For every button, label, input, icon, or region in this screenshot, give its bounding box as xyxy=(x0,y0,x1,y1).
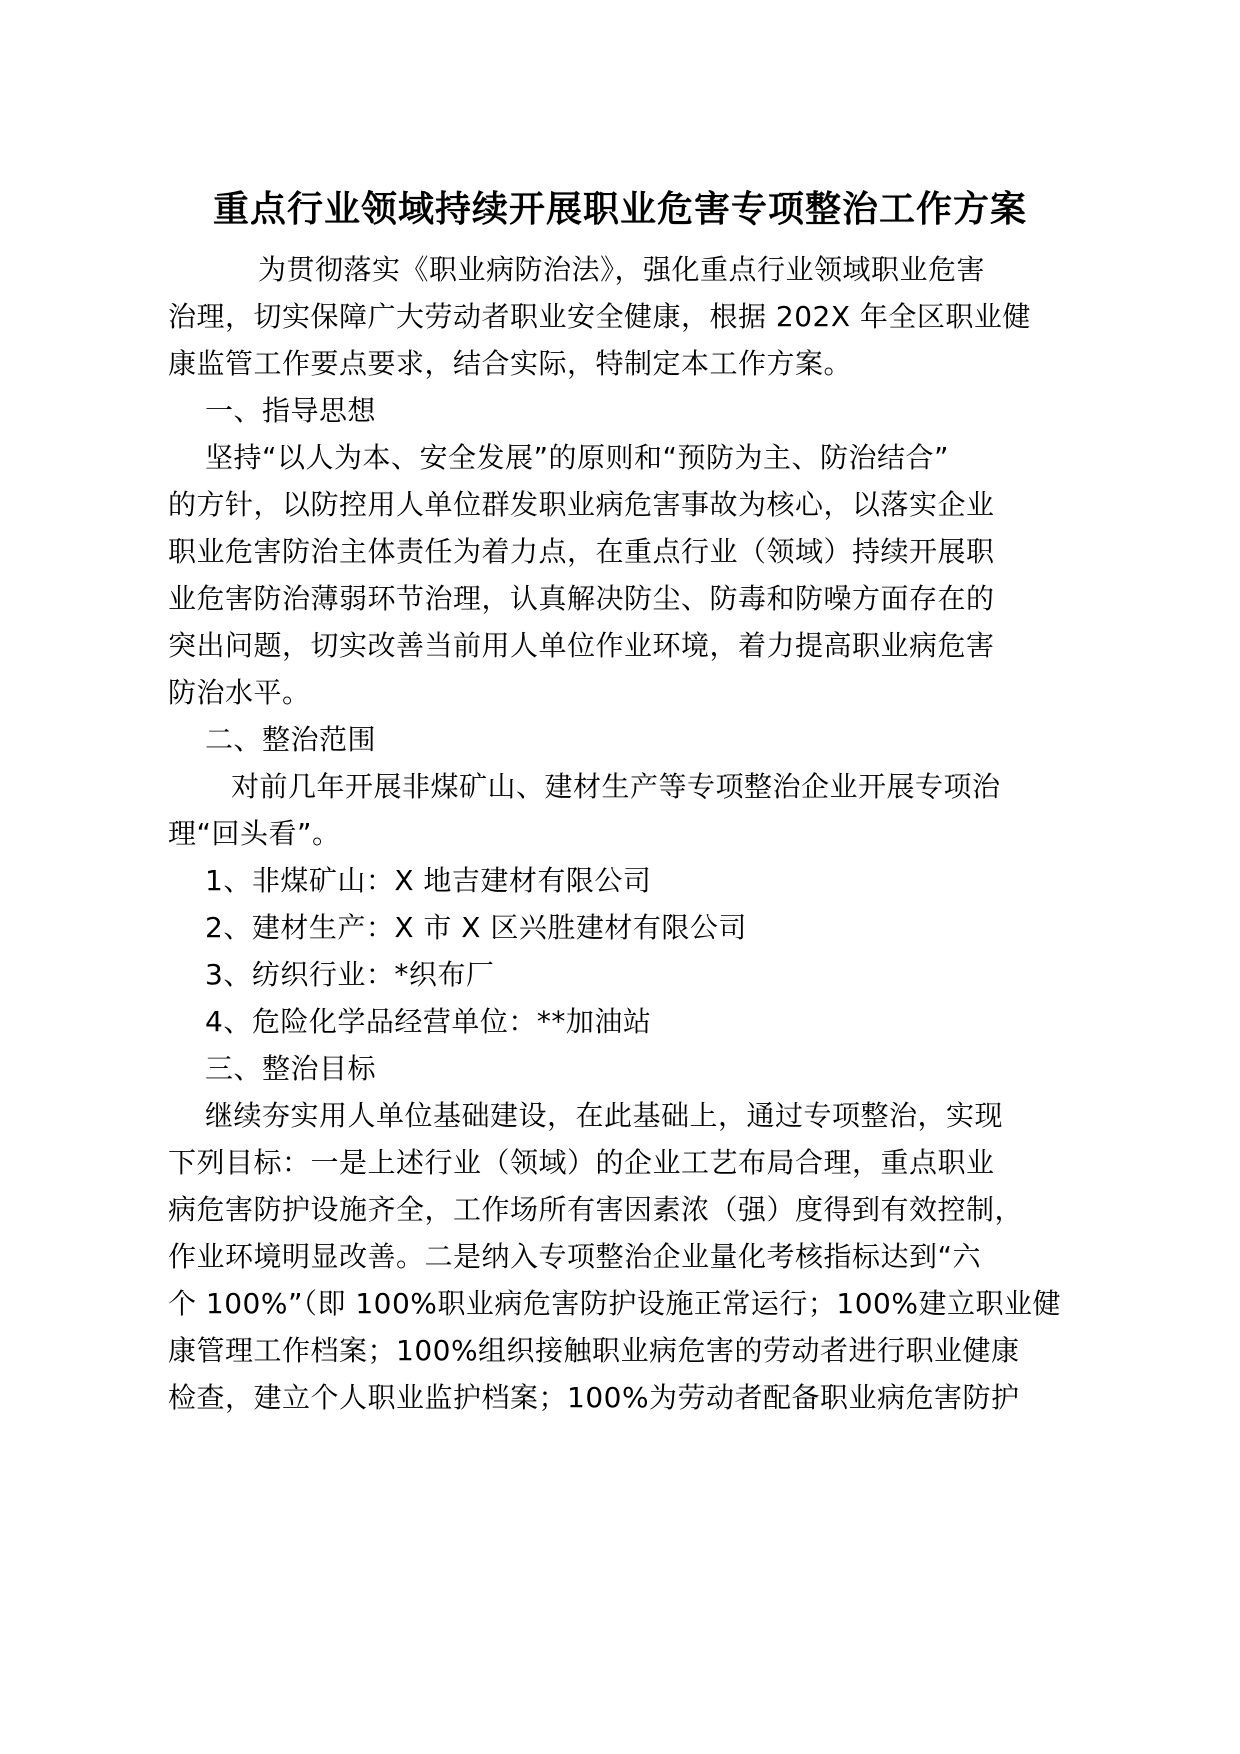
paragraph-line-6: 职业危害防治主体责任为着力点，在重点行业（领域）持续开展职 xyxy=(168,535,995,568)
paragraph-line-12: 继续夯实用人单位基础建设，在此基础上，通过专项整治，实现 xyxy=(205,1099,1004,1132)
paragraph-line-15: 作业环境明显改善。二是纳入专项整治企业量化考核指标达到“六 xyxy=(168,1240,982,1273)
section-heading-2: 二、整治范围 xyxy=(205,723,377,756)
list-item-1: 1、非煤矿山：X 地吉建材有限公司 xyxy=(205,864,652,897)
paragraph-line-9: 防治水平。 xyxy=(168,676,311,709)
section-heading-1: 一、指导思想 xyxy=(205,394,377,427)
paragraph-line-16: 个 100%”（即 100%职业病危害防护设施正常运行；100%建立职业健 xyxy=(168,1287,1061,1320)
paragraph-line-7: 业危害防治薄弱环节治理，认真解决防尘、防毒和防噪方面存在的 xyxy=(168,582,995,615)
paragraph-line-11: 理“回头看”。 xyxy=(168,817,341,850)
paragraph-line-2: 治理，切实保障广大劳动者职业安全健康，根据 202X 年全区职业健 xyxy=(168,300,1031,333)
paragraph-line-1: 为贯彻落实《职业病防治法》，强化重点行业领域职业危害 xyxy=(258,253,986,286)
paragraph-line-4: 坚持“以人为本、安全发展”的原则和“预防为主、防治结合” xyxy=(205,441,950,474)
paragraph-line-5: 的方针，以防控用人单位群发职业病危害事故为核心，以落实企业 xyxy=(168,488,995,521)
paragraph-line-14: 病危害防护设施齐全，工作场所有害因素浓（强）度得到有效控制， xyxy=(168,1193,1024,1226)
paragraph-line-17: 康管理工作档案；100%组织接触职业病危害的劳动者进行职业健康 xyxy=(168,1334,1020,1367)
paragraph-line-3: 康监管工作要点要求，结合实际，特制定本工作方案。 xyxy=(168,347,853,380)
section-heading-3: 三、整治目标 xyxy=(205,1052,377,1085)
paragraph-line-10: 对前几年开展非煤矿山、建材生产等专项整治企业开展专项治 xyxy=(231,770,1001,803)
paragraph-line-13: 下列目标：一是上述行业（领域）的企业工艺布局合理，重点职业 xyxy=(168,1146,995,1179)
paragraph-line-8: 突出问题，切实改善当前用人单位作业环境，着力提高职业病危害 xyxy=(168,629,995,662)
list-item-4: 4、危险化学品经营单位：**加油站 xyxy=(205,1005,652,1038)
document-title: 重点行业领域持续开展职业危害专项整治工作方案 xyxy=(212,189,1027,230)
paragraph-line-18: 检查，建立个人职业监护档案；100%为劳动者配备职业病危害防护 xyxy=(168,1381,1020,1414)
list-item-2: 2、建材生产：X 市 X 区兴胜建材有限公司 xyxy=(205,911,747,944)
list-item-3: 3、纺织行业：*织布厂 xyxy=(205,958,495,991)
